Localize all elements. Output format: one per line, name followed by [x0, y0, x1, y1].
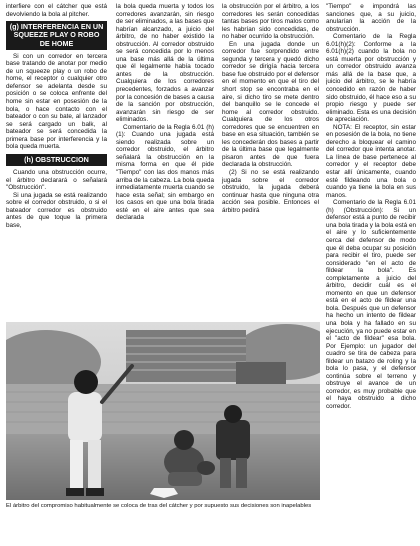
paragraph-h2: Si una jugada se está realizando sobre el corredor obstruido, o si el bateador corredor es obstruido antes de que toque la primera base, [6, 191, 107, 229]
photo-caption: El árbitro del compromiso habitualmente se coloca de tras del cátcher y por supuesto sus decisiones son inapelables [6, 503, 312, 509]
paragraph-4b: Comentario de la Regla 6.01(h)(2): Conforme a la 6.01(h)(2) cuando la bola no está muerta por obstrucción y un corredor obstruido avanza más allá de la base que, a juicio del árbitro, se le habría concedido en razón de haber sido obstruido, él hace eso a su propio riesgo y puede ser eliminado. Esta es una decisión de apreciación. [326, 33, 416, 124]
paragraph-4a: "Tiempo" e impondrá las sanciones que, a su juicio, anularían la acción de la obstrucción. [326, 3, 416, 33]
baseball-photo [6, 322, 320, 500]
text-column-1 [6, 3, 107, 229]
paragraph-4c: NOTA: El receptor, sin estar en posesión de la bola, no tiene derecho a bloquear el camino del corredor que intenta anotar. La línea de base pertenece al corredor y el receptor debe estar allí únicamente, cuando esté fildeando una bola o cuando ya tiene la bola en sus manos. [326, 123, 416, 199]
paragraph-3c: (2) Si no se está realizando jugada sobre el corredor obstruido, la jugada deberá continuar hasta que ninguna otra acción sea posible. Entonces el árbitro pedirá [222, 169, 319, 214]
section-header-h: (h) OBSTRUCCION [6, 154, 107, 166]
text-column-4 [326, 3, 416, 541]
section-header-g: (g) INTERFERENCIA EN UN SQUEEZE PLAY O ROBO DE HOME [6, 21, 107, 50]
paragraph-3a: la obstrucción por el árbitro, a los corredores les serán concedidas tantas bases por tiros malos como les habrían sido concedidas, de no haber ocurrido la obstrucción. [222, 3, 319, 41]
text-column-2 [116, 3, 214, 222]
paragraph-h1: Cuando una obstrucción ocurre, el árbitro declarará o señalará "Obstrucción". [6, 169, 107, 192]
paragraph-3b: En una jugada donde un corredor fue sorprendido entre segunda y tercera y quedó dicho corredor se dirigía hacia tercera base fue obstruido por el defensor en el momento en que el tiro del short stop se encontraba en el aire, si dicho tiro se mete dentro del banquillo se le concede el home al corredor obstruido. Cualquiera de los otros corredores que se encuentren en base en esa situación, también se les concederán dos bases a partir de la última base que legalmente pisaron antes de que fuera declarada la obstrucción. [222, 40, 319, 169]
paragraph-2b: Comentario de la Regla 6.01 (h) (1): Cuando una jugada está siendo realizada sobre un corredor obstruido, el árbitro señalará la obstrucción en la misma forma en que él pide "Tiempo" con las dos manos más arriba de la cabeza. La bola queda inmediatamente muerta cuando se hace esta señal; sin embargo en los casos en que una bola tirada esté en el aire antes que sea declarada [116, 123, 214, 222]
paragraph-g: Si con un corredor en tercera base tratando de anotar por medio de un squeeze play o un robo de home, el receptor o cualquier otro defensor se adelanta desde su posición o se coloca enfrente del home sin estar en posesión de la bola, o hace contacto con el bateador o con su bate, al lanzador se será cargado un balk, al bateador se será concedida la primera base por interferencia y la bola queda muerta. [6, 52, 107, 151]
text-column-3 [222, 3, 319, 214]
intro-paragraph: interfiere con el cátcher que está devolviendo la bola al pitcher. [6, 3, 107, 18]
paragraph-2a: la bola queda muerta y todos los corredores avanzarán, sin riesgo de ser eliminados, a las bases que habrían alcanzado, a juicio del árbitro, de no haber existido la obstrucción. Al corredor obstruido se será concedida por lo menos una base más allá de la última que él legalmente había tocado antes de la obstrucción. Cualquiera de los corredores precedentes, forzados a avanzar por la concesión de bases a causa de la sanción por obstrucción, avanzarán sin riesgo de ser eliminados. [116, 3, 214, 124]
paragraph-4d: Comentario de la Regla 6.01 (h) (Obstrucción): Si un defensor está a punto de recibir una bola tirada y la bola está en el aire y lo suficientemente cerca del defensor de modo que él deba ocupar su posición para recibir el tiro, puede ser considerado "en el acto de fildear la bola". Es completamente a juicio del árbitro, decidir cuál es el momento en que un defensor está en el acto de fildear una bola. Después que un defensor ha hecho un intento de fildear una bola y ha fallado en su ejecución, ya no puede estar en el "acto de fildear" esa bola. Por Ejemplo: un jugador del cuadro se tira de cabeza para fildear un batazo de roling y la bola lo pasa, y el defensor continúa sobre el terreno y obstruye el avance de un corredor, es muy probable que el haya obstruido a dicho corredor. [326, 199, 416, 410]
